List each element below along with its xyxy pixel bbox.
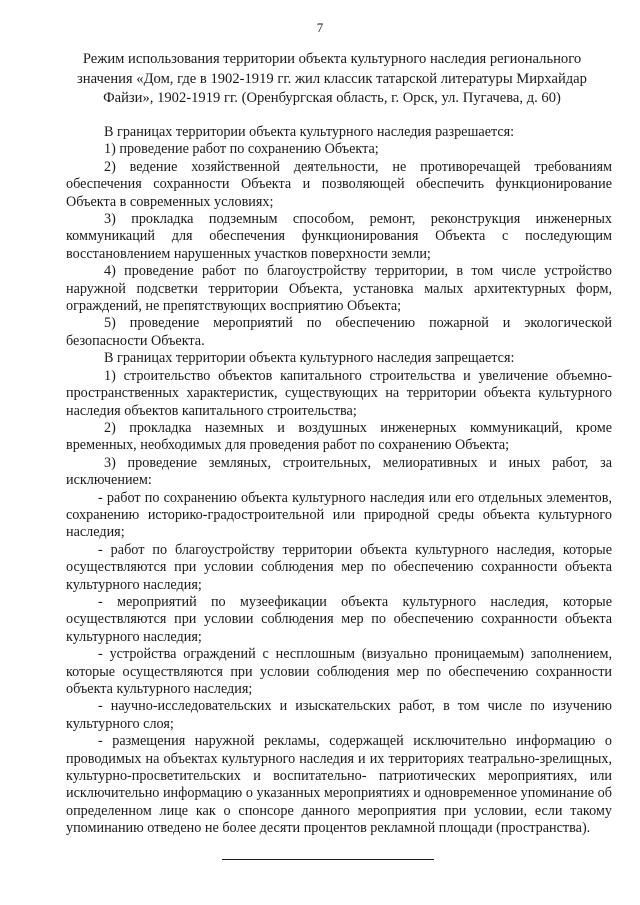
document-body [66, 124, 612, 838]
footer-divider [222, 859, 434, 860]
document-title: Режим использования территории объекта культурного наследия регионального значения «Дом, где в 1902-1919 гг. жил классик татарской литературы Мирхайдар Файзи», 1902-1919 гг. (Оренбургская область, г. Орск, ул. Пугачева, д. 60) [77, 51, 587, 106]
allowed-item-4: 4) проведение работ по благоустройству территории, в том числе устройство наружной подсветки территории Объекта, установка малых архитектурных форм, ограждений, не препятствующих восприятию Объекта; [66, 263, 612, 315]
exception-item-3: - мероприятий по музеефикации объекта культурного наследия, которые осуществляются при условии соблюдения мер по обеспечению сохранности объекта культурного наследия; [66, 593, 612, 645]
exception-item-6: - размещения наружной рекламы, содержащей исключительно информацию о проводимых на объектах культурного наследия и их территориях театрально-зрелищных, культурно-просветительских и воспитательно- патриотических мероприятиях, или исключительно информацию о указанных мероприятиях и одновременное упоминание об определенном лице как о спонсоре данного мероприятия при условии, если такому упоминанию отведено не более десяти процентов рекламной площади (пространства). [66, 733, 612, 837]
exception-item-2: - работ по благоустройству территории объекта культурного наследия, которые осуществляются при условии соблюдения мер по обеспечению сохранности объекта культурного наследия; [66, 541, 612, 593]
prohibited-item-1: 1) строительство объектов капитального строительства и увеличение объемно-пространственных характеристик, существующих на территории объекта культурного наследия объектов капитального строительства; [66, 367, 612, 419]
page-number: 7 [316, 20, 324, 35]
section-prohibited-heading: В границах территории объекта культурного наследия запрещается: [104, 350, 515, 367]
prohibited-item-2: 2) прокладка наземных и воздушных инженерных коммуникаций, кроме временных, необходимых для проведения работ по сохранению Объекта; [66, 419, 612, 454]
exception-item-1: - работ по сохранению объекта культурного наследия или его отдельных элементов, сохранению историко-градостроительной или природной среды объекта культурного наследия; [66, 489, 612, 541]
exception-item-4: - устройства ограждений с несплошным (визуально проницаемым) заполнением, которые осуществляются при условии соблюдения мер по обеспечению сохранности объекта культурного наследия; [66, 646, 612, 697]
exception-item-5: - научно-исследовательских и изыскательских работ, в том числе по изучению культурного слоя; [66, 698, 612, 732]
allowed-item-5: 5) проведение мероприятий по обеспечению пожарной и экологической безопасности Объекта. [66, 315, 612, 349]
allowed-item-2: 2) ведение хозяйственной деятельности, не противоречащей требованиям обеспечения сохранности Объекта и позволяющей обеспечить функционирование Объекта в современных условиях; [66, 158, 612, 210]
allowed-item-3: 3) прокладка подземным способом, ремонт, реконструкция инженерных коммуникаций для обеспечения функционирования Объекта с последующим восстановлением нарушенных участков поверхности земли; [66, 211, 612, 262]
prohibited-item-3: 3) проведение земляных, строительных, мелиоративных и иных работ, за исключением: [66, 454, 612, 489]
allowed-item-1: 1) проведение работ по сохранению Объекта; [104, 141, 379, 158]
section-allowed-heading: В границах территории объекта культурного наследия разрешается: [104, 124, 515, 140]
